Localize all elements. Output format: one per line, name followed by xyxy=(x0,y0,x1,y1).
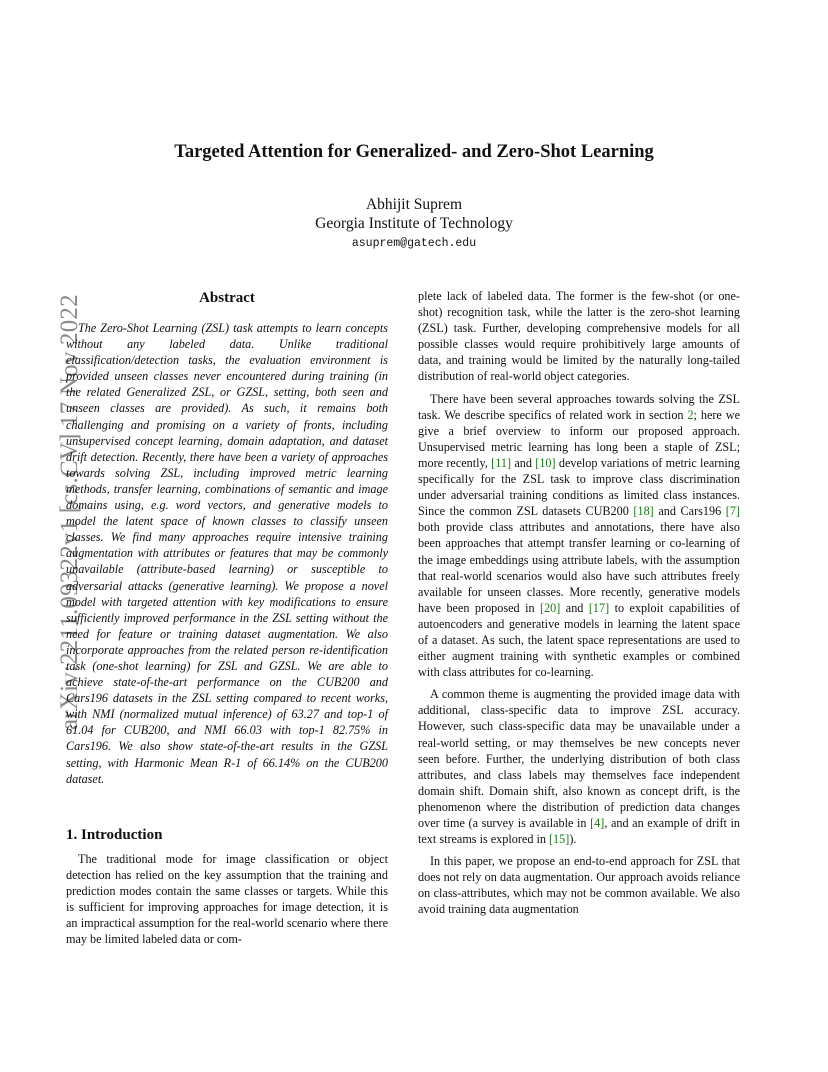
citation-link[interactable]: [10] xyxy=(535,455,556,470)
right-column xyxy=(418,288,740,918)
intro-paragraph-3 xyxy=(418,686,740,847)
text-span: There have been several approaches towards solving the ZSL task. We describe specifics of related work in section xyxy=(418,391,740,422)
text-span: and xyxy=(560,600,589,615)
introduction-heading: 1. Introduction xyxy=(66,826,163,843)
section-ref-link[interactable]: 2 xyxy=(687,407,694,422)
abstract-heading: Abstract xyxy=(199,290,255,306)
text-span: and Cars196 xyxy=(653,504,726,519)
text-span: , and an example of drift in text streams is explored in xyxy=(418,816,740,847)
arxiv-side-stamp: arXiv:2211.09322v1 [cs.CV] 17 Nov 2022 xyxy=(56,294,83,730)
text-span: ). xyxy=(569,832,577,847)
citation-link[interactable]: [4] xyxy=(590,816,605,830)
citation-link[interactable]: [17] xyxy=(588,600,610,615)
paper-title: Targeted Attention for Generalized- and Zero-Shot Learning xyxy=(174,142,654,162)
citation-link[interactable]: [15] xyxy=(549,832,570,847)
citation-link[interactable]: [11] xyxy=(491,455,512,470)
abstract-text: The Zero-Shot Learning (ZSL) task attempts to learn concepts without any labeled data. Unlike traditional classification/detection tasks, the evaluation environment is provided unseen classes never encountered during training (in the related Generalized ZSL, or GZSL, setting, both seen and unseen classes are provided). As such, it remains both challenging and promising on a variety of fronts, including unsupervised concept learning, domain adaptation, and dataset drift detection. Recently, there have been a variety of approaches towards solving ZSL, including improved metric learning methods, transfer learning, combinations of semantic and image domains using, e.g. word vectors, and generative models to model the latent space of known classes to classify unseen classes. We find many approaches require intensive training augmentation with attributes or features that may be commonly unavailable (attribute-based learning) or susceptible to adversarial attacks (generative learning). We propose a novel model with targeted attention with key modifications to ensure sufficiently improved performance in the ZSL setting without the need for feature or training dataset augmentation. We also incorporate approaches from the related person re-identification task (one-shot learning) for ZSL and GZSL. We are able to achieve state-of-the-art performance on the CUB200 and Cars196 datasets in the ZSL setting compared to recent works, with NMI (normalized mutual inference) of 63.27 and top-1 of 61.04 for CUB200, and NMI 66.03 with top-1 82.75% in Cars196. We also show state-of-the-art results in the GZSL setting, with Harmonic Mean R-1 of 66.14% on the CUB200 dataset. xyxy=(66,321,388,786)
intro-paragraph-continued: plete lack of labeled data. The former is the few-shot (or one-shot) recognition task, while the latter is the zero-shot learning (ZSL) task. Further, developing comprehensive models for all possible classes would require prohibitively large amounts of data, and training would be limited by the naturally long-tailed distribution of real-world object categories. xyxy=(418,289,740,384)
text-span: develop variations of metric learning specifically for the ZSL task to improve class discrimination under adversarial training conditions as limited class instances. Since the common ZSL datasets CUB200 xyxy=(418,455,740,519)
text-span: ; here we give a brief overview to inform our proposed approach. Unsupervised metric learning has long been a staple of ZSL; more recently, xyxy=(418,407,740,470)
author-email: asuprem@gatech.edu xyxy=(351,237,477,250)
author-affiliation: Georgia Institute of Technology xyxy=(315,215,513,232)
citation-link[interactable]: [20] xyxy=(540,600,561,615)
intro-paragraph-2 xyxy=(418,391,740,681)
left-column xyxy=(66,288,388,947)
author-name: Abhijit Suprem xyxy=(365,196,462,213)
intro-paragraph-4: In this paper, we propose an end-to-end approach for ZSL that does not rely on data augmentation. Our approach avoids reliance on class-attributes, which may not be common available. We also avoid training data augmentation xyxy=(418,854,740,917)
citation-link[interactable]: [7] xyxy=(725,504,740,519)
text-span: both provide class attributes and annotations, there have also been approaches that attempt transfer learning or co-learning of the image embeddings using attribute labels, with the assumption that real-world scenarios would also have such attributes freely available for unseen classes. More recently, generative models have been proposed in xyxy=(418,520,740,615)
text-span: A common theme is augmenting the provided image data with additional, class-specific data to improve ZSL accuracy. However, such class-specific data may be unavailable under a real-world setting, or may themselves be new concepts never seen before. Further, the underlying distribution of both class attributes, and class labels may themselves face independent domain shift. Domain shift, also known as concept drift, is the phenomenon where the distribution of prediction data changes over time (a survey is available in xyxy=(418,687,740,830)
intro-paragraph-1: The traditional mode for image classification or object detection has relied on the key assumption that the training and prediction modes contain the same classes or targets. While this is sufficient for improving approaches for image detection, it is an impractical assumption for the real-world scenario where there may be limited labeled data or com- xyxy=(66,851,388,947)
citation-link[interactable]: [18] xyxy=(633,504,654,519)
text-span: to exploit capabilities of autoencoders and generative models in learning the latent space of a dataset. As such, the latent space representations are used to either augment training with synthetic examples or combined with class attributes for co-learning. xyxy=(418,600,740,680)
text-span: and xyxy=(511,455,536,470)
